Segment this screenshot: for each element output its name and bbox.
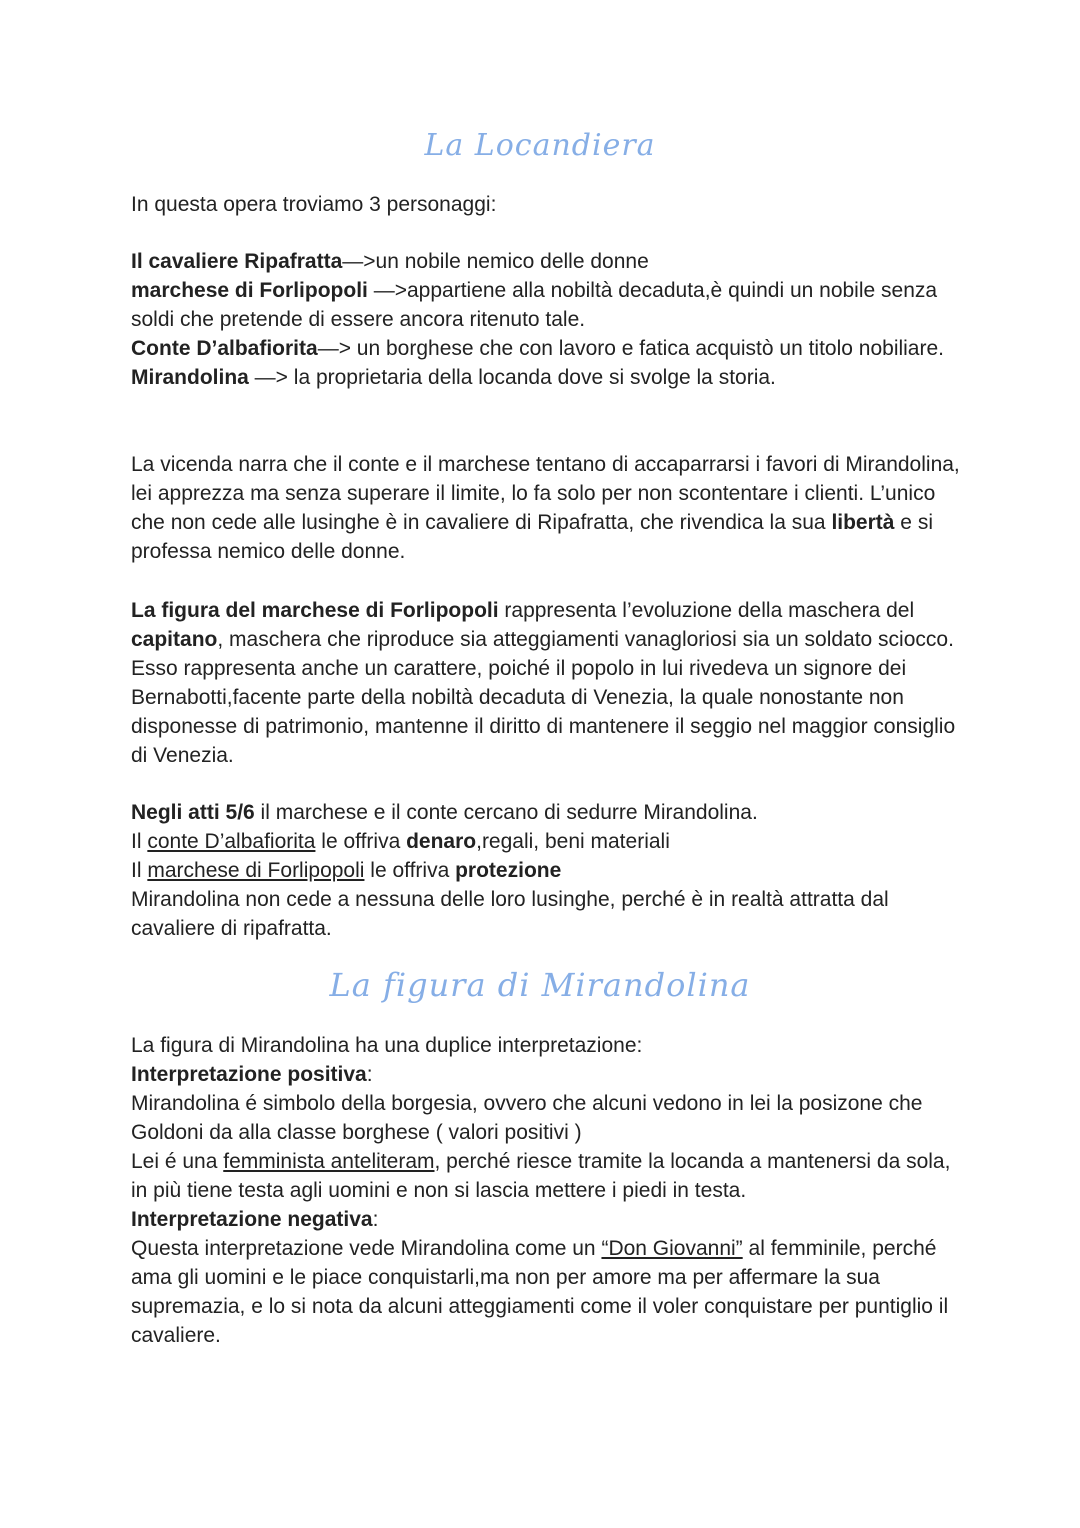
character-item [131, 363, 961, 392]
vicenda-bold: libertà [831, 511, 895, 534]
capitano-bold: capitano [131, 628, 218, 651]
atti-text: le offriva [315, 830, 407, 853]
character-desc: —> un borghese che con lavoro e fatica acquistò un titolo nobiliare. [317, 337, 944, 360]
negative-text: Questa interpretazione vede Mirandolina come un [131, 1237, 602, 1260]
atti-bold: Negli atti 5/6 [131, 801, 255, 824]
vicenda-text: La vicenda narra che il conte e il marchese tentano di accaparrarsi i favori di Mirandolina, lei apprezza ma senza superare il limite, lo fa solo per non scontentare i clienti. L’unico che non cede alle lusinghe è in cavaliere di Ripafratta, che rivendica la sua [131, 453, 960, 534]
vicenda-paragraph [131, 450, 961, 566]
atti-text: le offriva [364, 859, 456, 882]
character-name: Il cavaliere Ripafratta [131, 250, 343, 273]
conte-underlined: conte D’albafiorita [147, 830, 316, 853]
character-item [131, 334, 961, 363]
mirandolina-section [131, 1031, 961, 1350]
colon: : [372, 1208, 379, 1231]
character-desc: —>appartiene alla nobiltà decaduta,è quindi un nobile senza soldi che pretende di essere ancora ritenuto tale. [131, 279, 938, 331]
atti-text: Il [131, 859, 148, 882]
don-giovanni-underlined: “Don Giovanni” [601, 1237, 743, 1260]
intro-text: In questa opera troviamo 3 personaggi: [131, 193, 497, 216]
negative-label: Interpretazione negativa [131, 1208, 373, 1231]
feminist-text-end: , perché riesce tramite la locanda a mantenersi da sola, in più tiene testa agli uomini e non si lascia mettere i piedi in testa. [131, 1150, 951, 1202]
feminist-underlined: femminista anteliteram [223, 1150, 435, 1173]
vicenda-text-end: e si professa nemico delle donne. [131, 511, 933, 563]
characters-list [131, 247, 961, 392]
character-item [131, 276, 961, 334]
section-intro: La figura di Mirandolina ha una duplice interpretazione: [131, 1034, 643, 1057]
character-desc: —>un nobile nemico delle donne [342, 250, 649, 273]
denaro-bold: denaro [406, 830, 477, 853]
section-title: La figura di Mirandolina [329, 966, 751, 1004]
atti-paragraph [131, 798, 961, 943]
figura-text-end: , maschera che riproduce sia atteggiamenti vanagloriosi sia un soldato sciocco. Esso rappresenta anche un carattere, poiché il popolo in lui rivedeva un signore dei Bernabotti,facente parte della nobiltà decaduta di Venezia, la quale nonostante non disponesse di patrimonio, mantenne il diritto di mantenere il seggio nel maggior consiglio di Venezia. [131, 628, 956, 767]
atti-text: Mirandolina non cede a nessuna delle loro lusinghe, perché è in realtà attratta dal cavaliere di ripafratta. [131, 888, 889, 940]
figura-paragraph [131, 596, 961, 770]
protezione-bold: protezione [455, 859, 562, 882]
intro-paragraph [131, 190, 961, 219]
atti-text: il marchese e il conte cercano di sedurre Mirandolina. [254, 801, 758, 824]
figura-text: rappresenta l’evoluzione della maschera del [498, 599, 915, 622]
figura-bold: La figura del marchese di Forlipopoli [131, 599, 499, 622]
marchese-underlined: marchese di Forlipopoli [147, 859, 365, 882]
positive-label: Interpretazione positiva [131, 1063, 367, 1086]
positive-text: Mirandolina é simbolo della borgesia, ovvero che alcuni vedono in lei la posizone che Goldoni da alla classe borghese ( valori positivi ) [131, 1092, 923, 1144]
atti-text: Il [131, 830, 148, 853]
colon: : [366, 1063, 373, 1086]
character-name: Mirandolina [131, 366, 249, 389]
atti-text: ,regali, beni materiali [476, 830, 670, 853]
character-desc: —> la proprietaria della locanda dove si svolge la storia. [248, 366, 776, 389]
character-item [131, 247, 961, 276]
character-name: Conte D’albafiorita [131, 337, 318, 360]
page-title: La Locandiera [424, 128, 656, 163]
character-name: marchese di Forlipopoli [131, 279, 368, 302]
feminist-text: Lei é una [131, 1150, 224, 1173]
negative-text-end: al femminile, perché ama gli uomini e le piace conquistarli,ma non per amore ma per affermare la sua supremazia, e lo si nota da alcuni atteggiamenti come il voler conquistare per puntiglio il cavaliere. [131, 1237, 949, 1347]
